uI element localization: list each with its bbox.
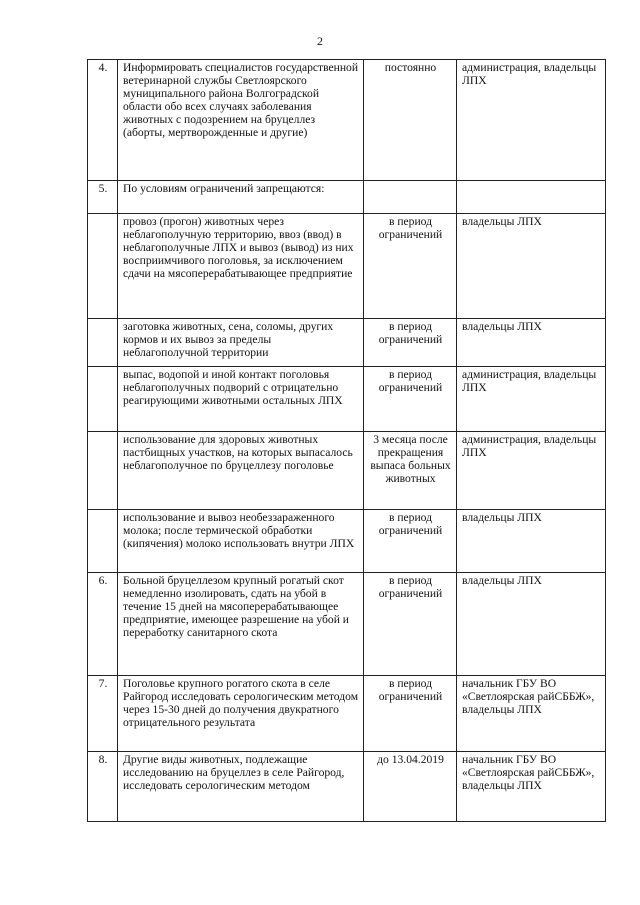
responsible-cell: администрация, владельцы ЛПХ	[457, 60, 606, 181]
table-row	[88, 510, 606, 573]
deadline-cell: постоянно	[364, 60, 457, 181]
row-number: 6.	[88, 573, 118, 676]
deadline-cell: в период ограничений	[364, 510, 457, 573]
table-row	[88, 573, 606, 676]
measure-text: По условиям ограничений запрещаются:	[118, 181, 364, 214]
measure-text: Поголовье крупного рогатого скота в селе Райгород исследовать серологическим методом через 15-30 дней до получения двукратного отрицательного результата	[118, 676, 364, 752]
responsible-cell: владельцы ЛПХ	[457, 510, 606, 573]
table-row	[88, 214, 606, 319]
table-row	[88, 60, 606, 181]
table-row	[88, 432, 606, 510]
responsible-cell	[457, 181, 606, 214]
table-row	[88, 676, 606, 752]
deadline-cell: в период ограничений	[364, 676, 457, 752]
measure-text: Информировать специалистов государственной ветеринарной службы Светлоярского муниципального района Волгоградской области обо всех случаях заболевания животных с подозрением на бруцеллез (аборты, мертворожденные и другие)	[118, 60, 364, 181]
table-row	[88, 181, 606, 214]
deadline-cell: в период ограничений	[364, 319, 457, 367]
measure-text: выпас, водопой и иной контакт поголовья неблагополучных подворий с отрицательно реагирующими животными остальных ЛПХ	[118, 367, 364, 432]
row-number	[88, 319, 118, 367]
row-number	[88, 510, 118, 573]
measure-text: Больной бруцеллезом крупный рогатый скот немедленно изолировать, сдать на убой в течение 15 дней на мясоперерабатывающее предприятие, имеющее разрешение на убой и переработку санитарного скота	[118, 573, 364, 676]
row-number: 7.	[88, 676, 118, 752]
row-number	[88, 367, 118, 432]
measure-text: Другие виды животных, подлежащие исследованию на бруцеллез в селе Райгород, исследовать серологическим методом	[118, 752, 364, 822]
row-number	[88, 214, 118, 319]
responsible-cell: владельцы ЛПХ	[457, 573, 606, 676]
responsible-cell: владельцы ЛПХ	[457, 319, 606, 367]
table-row	[88, 319, 606, 367]
table-row	[88, 752, 606, 822]
responsible-cell: начальник ГБУ ВО «Светлоярская райСББЖ», владельцы ЛПХ	[457, 752, 606, 822]
table-row	[88, 367, 606, 432]
deadline-cell: в период ограничений	[364, 214, 457, 319]
page-number: 2	[317, 34, 323, 48]
responsible-cell: владельцы ЛПХ	[457, 214, 606, 319]
measure-text: использование и вывоз необеззараженного молока; после термической обработки (кипячения) молоко использовать внутри ЛПХ	[118, 510, 364, 573]
deadline-cell: в период ограничений	[364, 573, 457, 676]
deadline-cell: 3 месяца после прекращения выпаса больных животных	[364, 432, 457, 510]
row-number: 5.	[88, 181, 118, 214]
measure-text: использование для здоровых животных пастбищных участков, на которых выпасалось неблагополучное по бруцеллезу поголовье	[118, 432, 364, 510]
deadline-cell	[364, 181, 457, 214]
row-number: 4.	[88, 60, 118, 181]
responsible-cell: начальник ГБУ ВО «Светлоярская райСББЖ», владельцы ЛПХ	[457, 676, 606, 752]
row-number: 8.	[88, 752, 118, 822]
responsible-cell: администрация, владельцы ЛПХ	[457, 432, 606, 510]
deadline-cell: в период ограничений	[364, 367, 457, 432]
row-number	[88, 432, 118, 510]
measure-text: заготовка животных, сена, соломы, других кормов и их вывоз за пределы неблагополучной территории	[118, 319, 364, 367]
deadline-cell: до 13.04.2019	[364, 752, 457, 822]
measure-text: провоз (прогон) животных через неблагополучную территорию, ввоз (ввод) в неблагополучные ЛПХ и вывоз (вывод) из них восприимчивого поголовья, за исключением сдачи на мясоперерабатывающее предприятие	[118, 214, 364, 319]
measures-table	[87, 59, 606, 822]
responsible-cell: администрация, владельцы ЛПХ	[457, 367, 606, 432]
